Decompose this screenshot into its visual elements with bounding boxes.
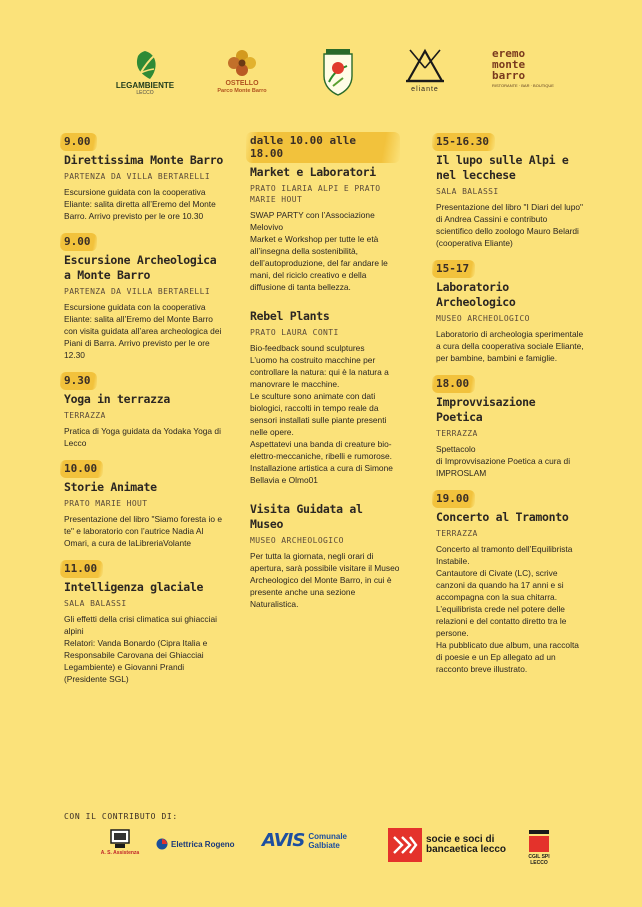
event-time: 9.00 (60, 233, 97, 251)
event-title: Rebel Plants (250, 309, 330, 323)
event-title: Market e Laboratori (250, 165, 376, 179)
as-assistenza-logo (90, 828, 150, 856)
event-description: Per tutta la giornata, negli orari di apertura, sarà possibile visitare il Museo Archeologico del Monte Barro, in cui è presente anche una sezione Naturalistica. (250, 551, 400, 609)
event-place: SALA BALASSI (64, 599, 127, 608)
event-place: PRATO ILARIA ALPI E PRATO MARIE HOUT (250, 184, 381, 204)
event-title: Improvvisazione Poetica (436, 395, 536, 424)
event-description: SWAP PARTY con l’Associazione Melovivo Market e Workshop per tutte le età all’insegna della sostenibilità, dell’autoproduzione, del far andare le mani, del riciclo creativo e della diffusione di tanta bellezza. (250, 210, 388, 292)
program-column-2 (250, 132, 400, 620)
avis-sub: Comunale Galbiate (308, 831, 347, 850)
event-description: Laboratorio di archeologia sperimentale a cura della cooperativa sociale Eliante, per bambine, bambini e famiglie. (436, 329, 584, 363)
event-place: PRATO LAURA CONTI (250, 328, 339, 337)
event-title: Yoga in terrazza (64, 392, 170, 406)
event-item (250, 502, 400, 610)
event-time: 15-16.30 (432, 133, 495, 151)
as-assistenza-name: A. S. Assistenza (100, 850, 140, 856)
bancaetica-icon (388, 828, 422, 862)
event-title: Laboratorio Archeologico (436, 280, 516, 309)
event-description: Bio-feedback sound sculptures L’uomo ha costruito macchine per controllare la natura: qui è la natura a manovrare le macchine. Le sculture sono animate con dati biologici, raccolti in tempo reale da sensori installati sulle piante presenti nelle opere. Aspettatevi una banda di creature bio-elettro-meccaniche, ribelli e rumorose. Installazione artistica a cura di Simone Bellavia e Olmo01 (250, 343, 393, 485)
legambiente-name: LEGAMBIENTE (115, 81, 175, 90)
cgil-spi-name: CGIL SPI LECCO (528, 854, 550, 866)
event-title: Concerto al Tramonto (436, 510, 569, 524)
ostello-sub: Parco Monte Barro (217, 88, 267, 94)
event-place: TERRAZZA (436, 429, 478, 438)
event-description: Presentazione del libro "Siamo foresta io e te" e laboratorio con l’autrice Nadia Al Omari, a cura de laLibreriaVolante (64, 514, 222, 548)
cgil-spi-icon (528, 828, 550, 854)
event-description: Escursione guidata con la cooperativa Eliante: salita all’Eremo del Monte Barro con visita guidata all’area archeologica dei Piani di Barra. Arrivo previsto per le ore 12.30 (64, 302, 222, 360)
event-title: Direttissima Monte Barro (64, 153, 223, 167)
cgil-spi-logo (524, 828, 554, 866)
parco-monte-barro-shield-icon (321, 48, 355, 96)
avis-name: AVIS (262, 830, 305, 851)
eliante-logo (400, 48, 450, 94)
event-description: Escursione guidata con la cooperativa Eliante: salita diretta all’Eremo del Monte Barro. Arrivo previsto per le ore 10.30 (64, 187, 216, 221)
event-item (436, 374, 586, 479)
event-description: Spettacolo di Improvvisazione Poetica a cura di IMPROSLAM (436, 444, 571, 478)
contributors-label: CON IL CONTRIBUTO DI: (64, 812, 178, 821)
eremo-sub: RISTORANTE · BAR · BOUTIQUE (492, 83, 554, 88)
event-time: 9.30 (60, 372, 97, 390)
eremo-logo (492, 48, 556, 89)
event-time: 9.00 (60, 133, 97, 151)
elettrica-rogeno-icon (156, 838, 168, 850)
legambiente-logo (110, 48, 180, 96)
ostello-flower-icon (225, 48, 259, 80)
event-description: Pratica di Yoga guidata da Yodaka Yoga di Lecco (64, 426, 221, 448)
partner-logos-top (100, 48, 570, 108)
eliante-triangle-icon (405, 48, 445, 86)
event-item (436, 132, 586, 249)
event-title: Visita Guidata al Museo (250, 502, 363, 531)
ostello-name: OSTELLO (225, 80, 259, 87)
event-place: PRATO MARIE HOUT (64, 499, 148, 508)
event-item (436, 489, 586, 675)
program-column-3 (436, 132, 586, 685)
program-column-1 (64, 132, 224, 695)
event-item (64, 559, 224, 685)
bancaetica-logo (388, 828, 518, 862)
event-time: 19.00 (432, 490, 475, 508)
event-time: 10.00 (60, 460, 103, 478)
event-item (250, 132, 400, 293)
as-assistenza-computer-icon (109, 828, 131, 850)
parco-monte-barro-logo (318, 48, 358, 96)
event-time: dalle 10.00 alle 18.00 (246, 132, 400, 163)
event-item (250, 309, 400, 486)
event-title: Il lupo sulle Alpi e nel lecchese (436, 153, 569, 182)
event-description: Concerto al tramonto dell’Equilibrista Instabile. Cantautore di Civate (LC), scrive canzoni da quando ha 17 anni e si accompagna con la sua chitarra. L’equilibrista crede nel potere delle relazioni e del contatto diretto tra le persone. Ha pubblicato due album, una raccolta di poesie e un Ep allegato ad un racconto breve illustrato. (436, 544, 579, 674)
event-title: Escursione Archeologica a Monte Barro (64, 253, 217, 282)
event-description: Gli effetti della crisi climatica sui ghiacciai alpini Relatori: Vanda Bonardo (Cipra Italia e Responsabile Carovana dei Ghiacciai Legambiente) e Giovanni Prandi (Presidente SGL) (64, 614, 217, 684)
event-time: 15-17 (432, 260, 475, 278)
event-place: MUSEO ARCHEOLOGICO (436, 314, 530, 323)
event-place: TERRAZZA (64, 411, 106, 420)
event-item (64, 459, 224, 549)
event-place: MUSEO ARCHEOLOGICO (250, 536, 344, 545)
event-item (64, 132, 224, 222)
event-title: Storie Animate (64, 480, 157, 494)
event-title: Intelligenza glaciale (64, 580, 204, 594)
event-item (64, 371, 224, 449)
event-place: SALA BALASSI (436, 187, 499, 196)
elettrica-rogeno-logo (156, 838, 235, 850)
ostello-logo (212, 48, 272, 94)
event-time: 18.00 (432, 375, 475, 393)
event-time: 11.00 (60, 560, 103, 578)
eliante-name: eliante (411, 86, 439, 93)
event-item (436, 259, 586, 364)
eremo-name: eremo monte barro (492, 47, 526, 82)
event-place: TERRAZZA (436, 529, 478, 538)
sponsor-logos (90, 828, 560, 868)
legambiente-leaf-icon (128, 48, 162, 82)
avis-logo (262, 830, 356, 851)
elettrica-rogeno-name: Elettrica Rogeno (171, 839, 235, 849)
bancaetica-name: socie e soci di bancaetica lecco (426, 834, 507, 855)
event-place: PARTENZA DA VILLA BERTARELLI (64, 287, 211, 296)
event-item (64, 232, 224, 361)
event-place: PARTENZA DA VILLA BERTARELLI (64, 172, 211, 181)
event-description: Presentazione del libro "I Diari del lupo" di Andrea Cassini e contributo scientifico dello zoologo Mauro Belardi (cooperativa Eliante) (436, 202, 584, 248)
legambiente-sub: LECCO (136, 90, 154, 96)
